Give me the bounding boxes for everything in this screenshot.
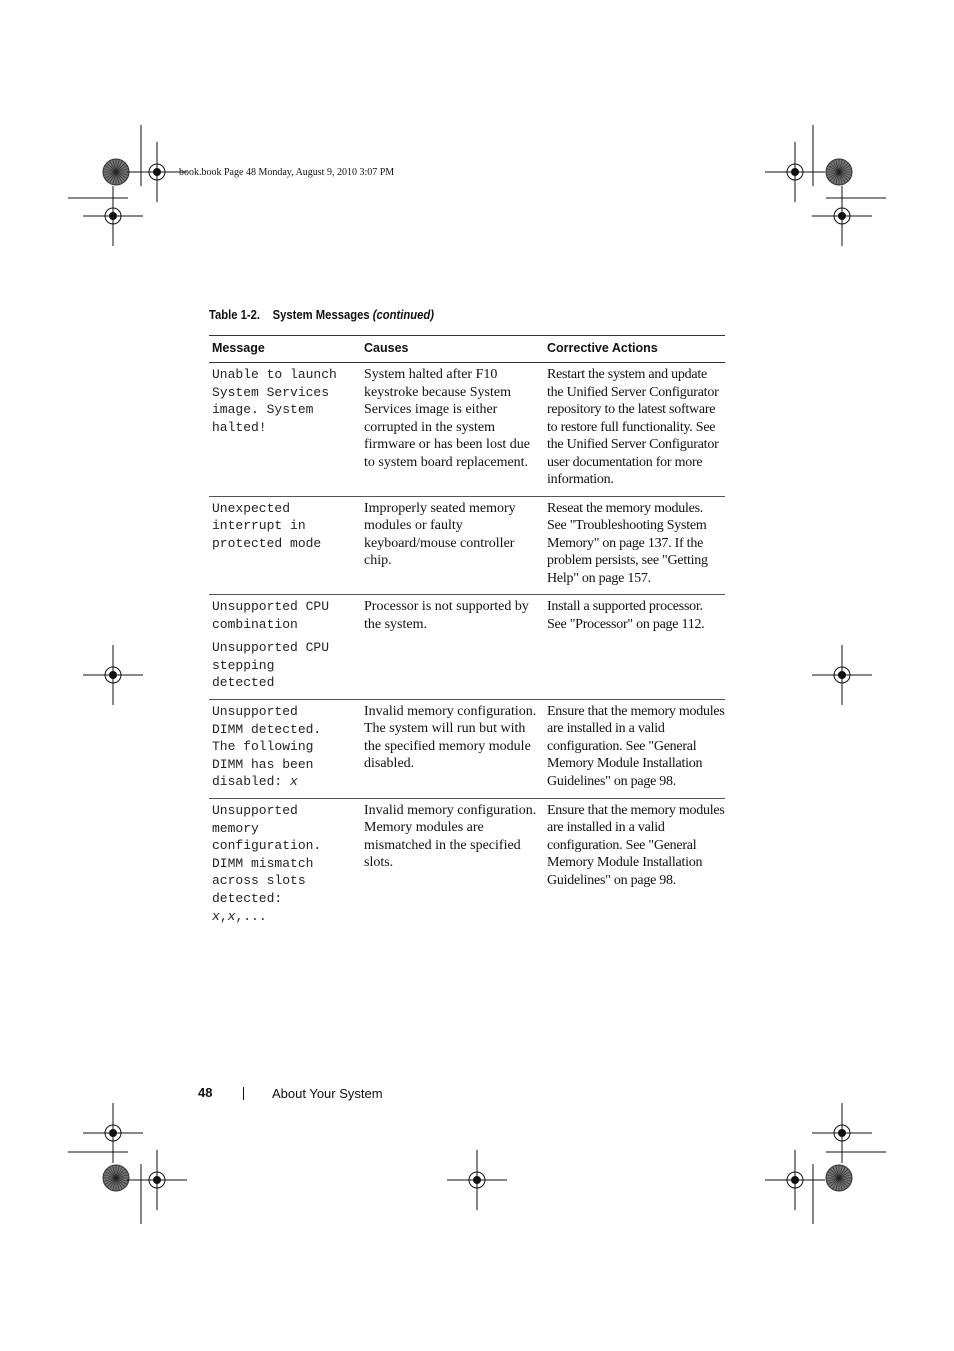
- table-caption: [209, 308, 434, 322]
- registration-mark-dot: [109, 1129, 117, 1137]
- causes-cell: [361, 496, 544, 595]
- message-cell: [209, 363, 361, 497]
- registration-mark-dot: [473, 1176, 481, 1184]
- registration-mark-dot: [838, 1129, 846, 1137]
- page-number: 48: [198, 1085, 213, 1100]
- causes-cell: [361, 699, 544, 798]
- actions-cell: [544, 798, 725, 932]
- message-text: Unexpected interrupt in protected mode: [212, 500, 322, 551]
- registration-mark-dot: [153, 168, 161, 176]
- footer-section-title: About Your System: [272, 1086, 383, 1101]
- message-text: Unsupported CPU combination: [212, 599, 330, 632]
- registration-mark-dot: [791, 168, 799, 176]
- table-caption-label: Table 1-2.: [209, 308, 261, 322]
- causes-cell: [361, 798, 544, 932]
- causes-text: System halted after F10 keystroke because System Services image is either corrupted in the system firmware or has been lost due to system board replacement.: [364, 367, 530, 470]
- table-row: [209, 699, 725, 798]
- actions-cell: [544, 595, 725, 700]
- table-row: [209, 798, 725, 932]
- system-messages-table: [209, 335, 725, 932]
- causes-text: Invalid memory configuration. Memory modules are mismatched in the specified slots.: [364, 802, 537, 871]
- message-text: Unable to launch System Services image. System halted!: [212, 367, 337, 435]
- table-row: [209, 363, 725, 497]
- table-header-row: [209, 336, 725, 363]
- table-row: [209, 496, 725, 595]
- column-header-corrective-actions: Corrective Actions: [544, 336, 725, 363]
- actions-text: Reseat the memory modules. See "Troubleshooting System Memory" on page 137. If the problem persists, see "Getting Help" on page 157.: [547, 500, 708, 586]
- registration-mark-dot: [838, 212, 846, 220]
- actions-text: Restart the system and update the Unified Server Configurator repository to the latest software to restore full functionality. See the Unified Server Configurator user documentation for more information.: [547, 367, 719, 487]
- actions-cell: [544, 496, 725, 595]
- actions-text: Ensure that the memory modules are installed in a valid configuration. See "General Memory Module Installation Guidelines" on page 98.: [547, 802, 725, 888]
- message-text: Unsupported CPU stepping detected: [212, 640, 330, 691]
- message-text: Unsupported DIMM detected. The following DIMM has been disabled: x: [212, 703, 322, 790]
- causes-text: Processor is not supported by the system.: [364, 599, 529, 632]
- message-text: Unsupported memory configuration. DIMM mismatch across slots detected: x,x,...: [212, 802, 322, 924]
- message-cell: [209, 496, 361, 595]
- registration-mark-dot: [153, 1176, 161, 1184]
- registration-mark-dot: [109, 212, 117, 220]
- actions-text: Install a supported processor. See "Processor" on page 112.: [547, 599, 705, 632]
- print-slug: book.book Page 48 Monday, August 9, 2010 3:07 PM: [179, 167, 395, 178]
- registration-mark-dot: [109, 671, 117, 679]
- table-caption-title: System Messages: [272, 308, 370, 322]
- registration-mark-dot: [838, 671, 846, 679]
- message-cell: [209, 699, 361, 798]
- message-cell: [209, 595, 361, 700]
- table-row: [209, 595, 725, 700]
- causes-text: Invalid memory configuration. The system will run but with the specified memory module disabled.: [364, 703, 537, 772]
- causes-cell: [361, 363, 544, 497]
- actions-cell: [544, 363, 725, 497]
- column-header-causes: Causes: [361, 336, 544, 363]
- column-header-message: Message: [209, 336, 361, 363]
- registration-mark-dot: [791, 1176, 799, 1184]
- actions-text: Ensure that the memory modules are installed in a valid configuration. See "General Memory Module Installation Guidelines" on page 98.: [547, 703, 725, 789]
- message-cell: [209, 798, 361, 932]
- causes-text: Improperly seated memory modules or faulty keyboard/mouse controller chip.: [364, 500, 516, 568]
- causes-cell: [361, 595, 544, 700]
- footer-divider: [243, 1087, 244, 1100]
- table-caption-continued: (continued): [372, 308, 434, 322]
- actions-cell: [544, 699, 725, 798]
